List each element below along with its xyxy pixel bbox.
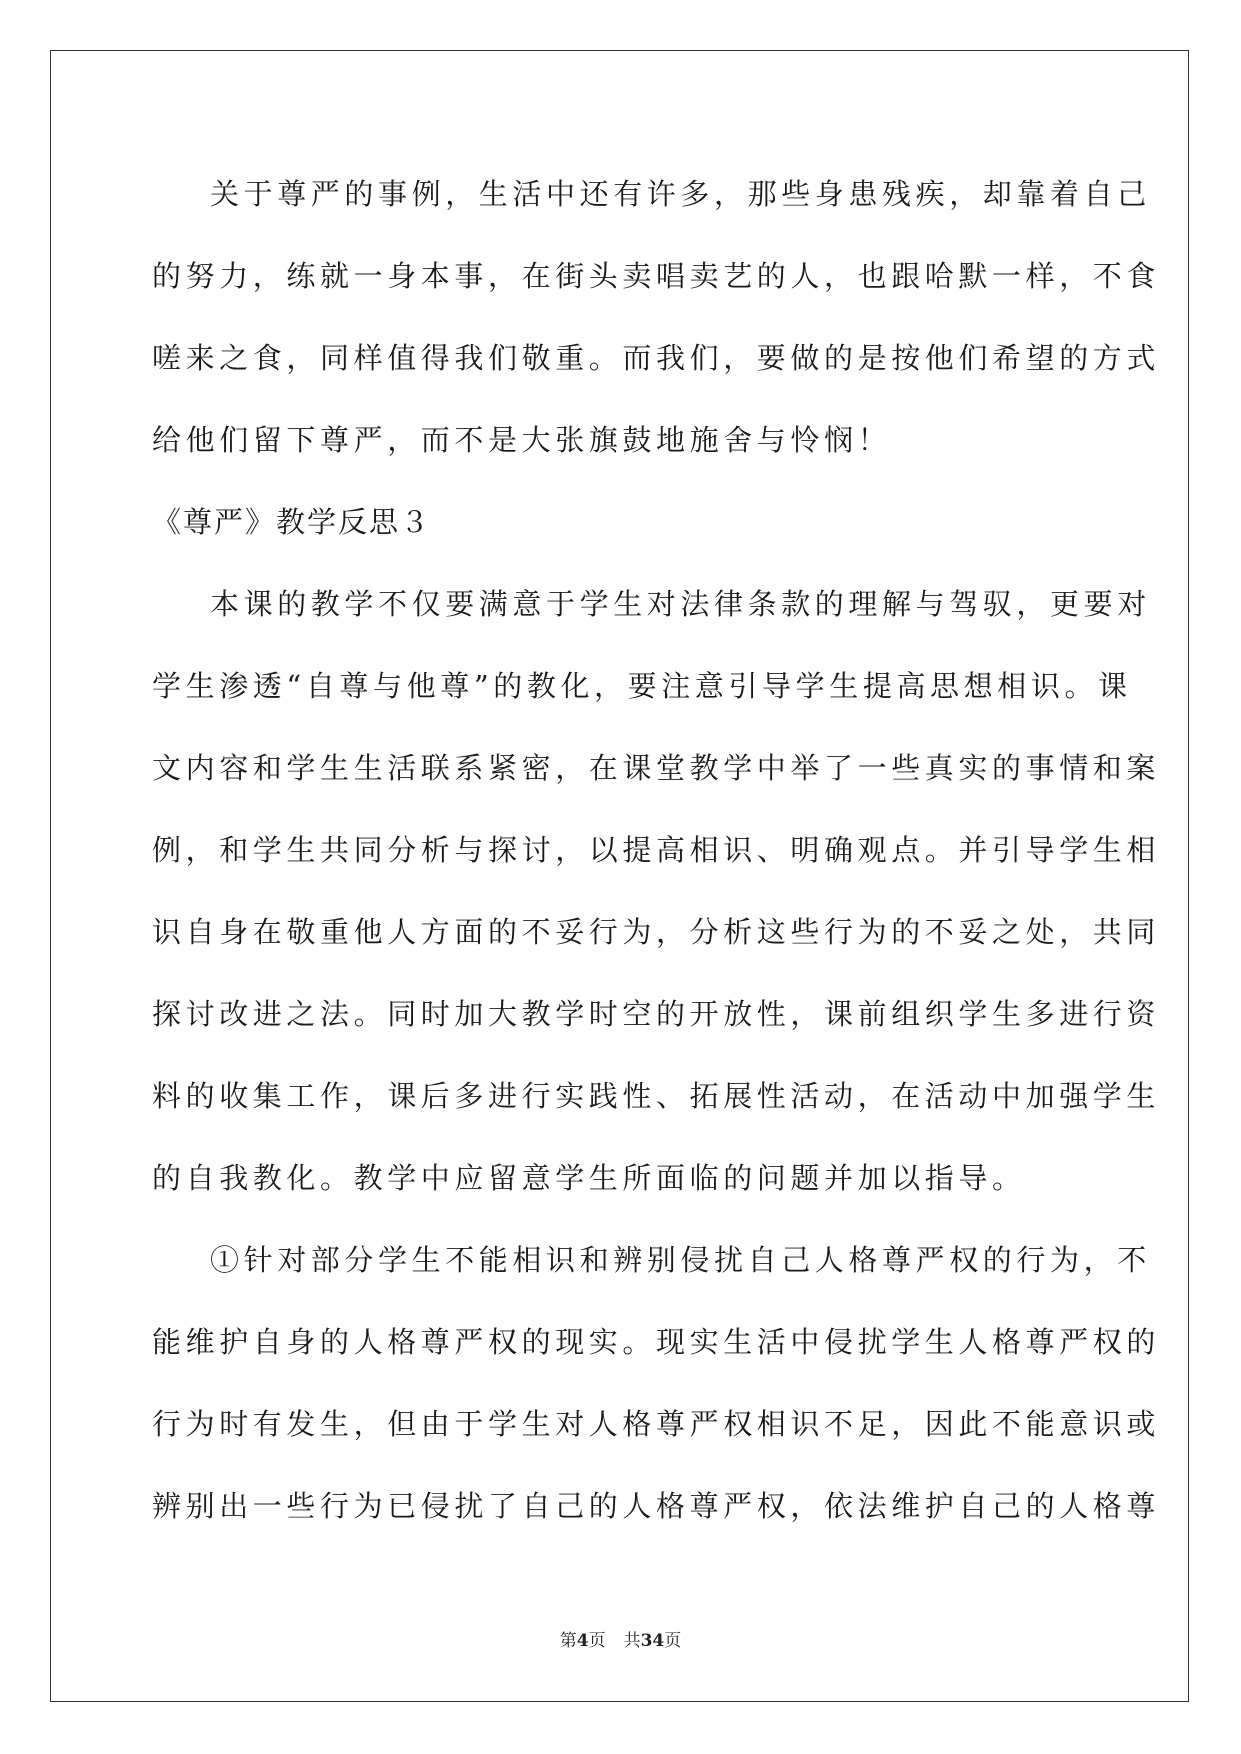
footer-total-unit: 页 xyxy=(664,1631,682,1651)
text-line: 的自我教化。教学中应留意学生所面临的问题并加以指导。 xyxy=(152,1161,1026,1195)
text-line: 的努力，练就一身本事，在街头卖唱卖艺的人，也跟哈默一样，不食 xyxy=(152,259,1161,293)
text-line: 关于尊严的事例，生活中还有许多，那些身患残疾，却靠着自己 xyxy=(210,177,1151,211)
section-heading: 《尊严》教学反思３ xyxy=(152,505,432,539)
text-line: ①针对部分学生不能相识和辨别侵扰自己人格尊严权的行为，不 xyxy=(210,1243,1151,1277)
footer-total-prefix: 共 xyxy=(623,1631,641,1651)
document-body xyxy=(152,166,1161,1560)
text-line: 辨别出一些行为已侵扰了自己的人格尊严权，依法维护自己的人格尊 xyxy=(152,1489,1161,1523)
text-line: 给他们留下尊严，而不是大张旗鼓地施舍与怜悯！ xyxy=(152,423,892,457)
footer-page-unit: 页 xyxy=(588,1631,606,1651)
total-pages-number: 34 xyxy=(640,1631,665,1651)
text-line: 探讨改进之法。同时加大教学时空的开放性，课前组织学生多进行资 xyxy=(152,997,1161,1031)
current-page-number: 4 xyxy=(576,1631,589,1651)
text-line: 料的收集工作，课后多进行实践性、拓展性活动，在活动中加强学生 xyxy=(152,1079,1161,1113)
text-line: 能维护自身的人格尊严权的现实。现实生活中侵扰学生人格尊严权的 xyxy=(152,1325,1161,1359)
text-line: 识自身在敬重他人方面的不妥行为，分析这些行为的不妥之处，共同 xyxy=(152,915,1161,949)
text-line: 行为时有发生，但由于学生对人格尊严权相识不足，因此不能意识或 xyxy=(152,1407,1161,1441)
text-line: 文内容和学生生活联系紧密，在课堂教学中举了一些真实的事情和案 xyxy=(152,751,1161,785)
text-line: 本课的教学不仅要满意于学生对法律条款的理解与驾驭，更要对 xyxy=(210,587,1151,621)
page-footer xyxy=(0,1626,1241,1651)
footer-prefix: 第 xyxy=(559,1631,577,1651)
text-line: 嗟来之食，同样值得我们敬重。而我们，要做的是按他们希望的方式 xyxy=(152,341,1161,375)
text-line: 学生渗透“自尊与他尊”的教化，要注意引导学生提高思想相识。课 xyxy=(152,669,1132,703)
text-line: 例，和学生共同分析与探讨，以提高相识、明确观点。并引导学生相 xyxy=(152,833,1161,867)
